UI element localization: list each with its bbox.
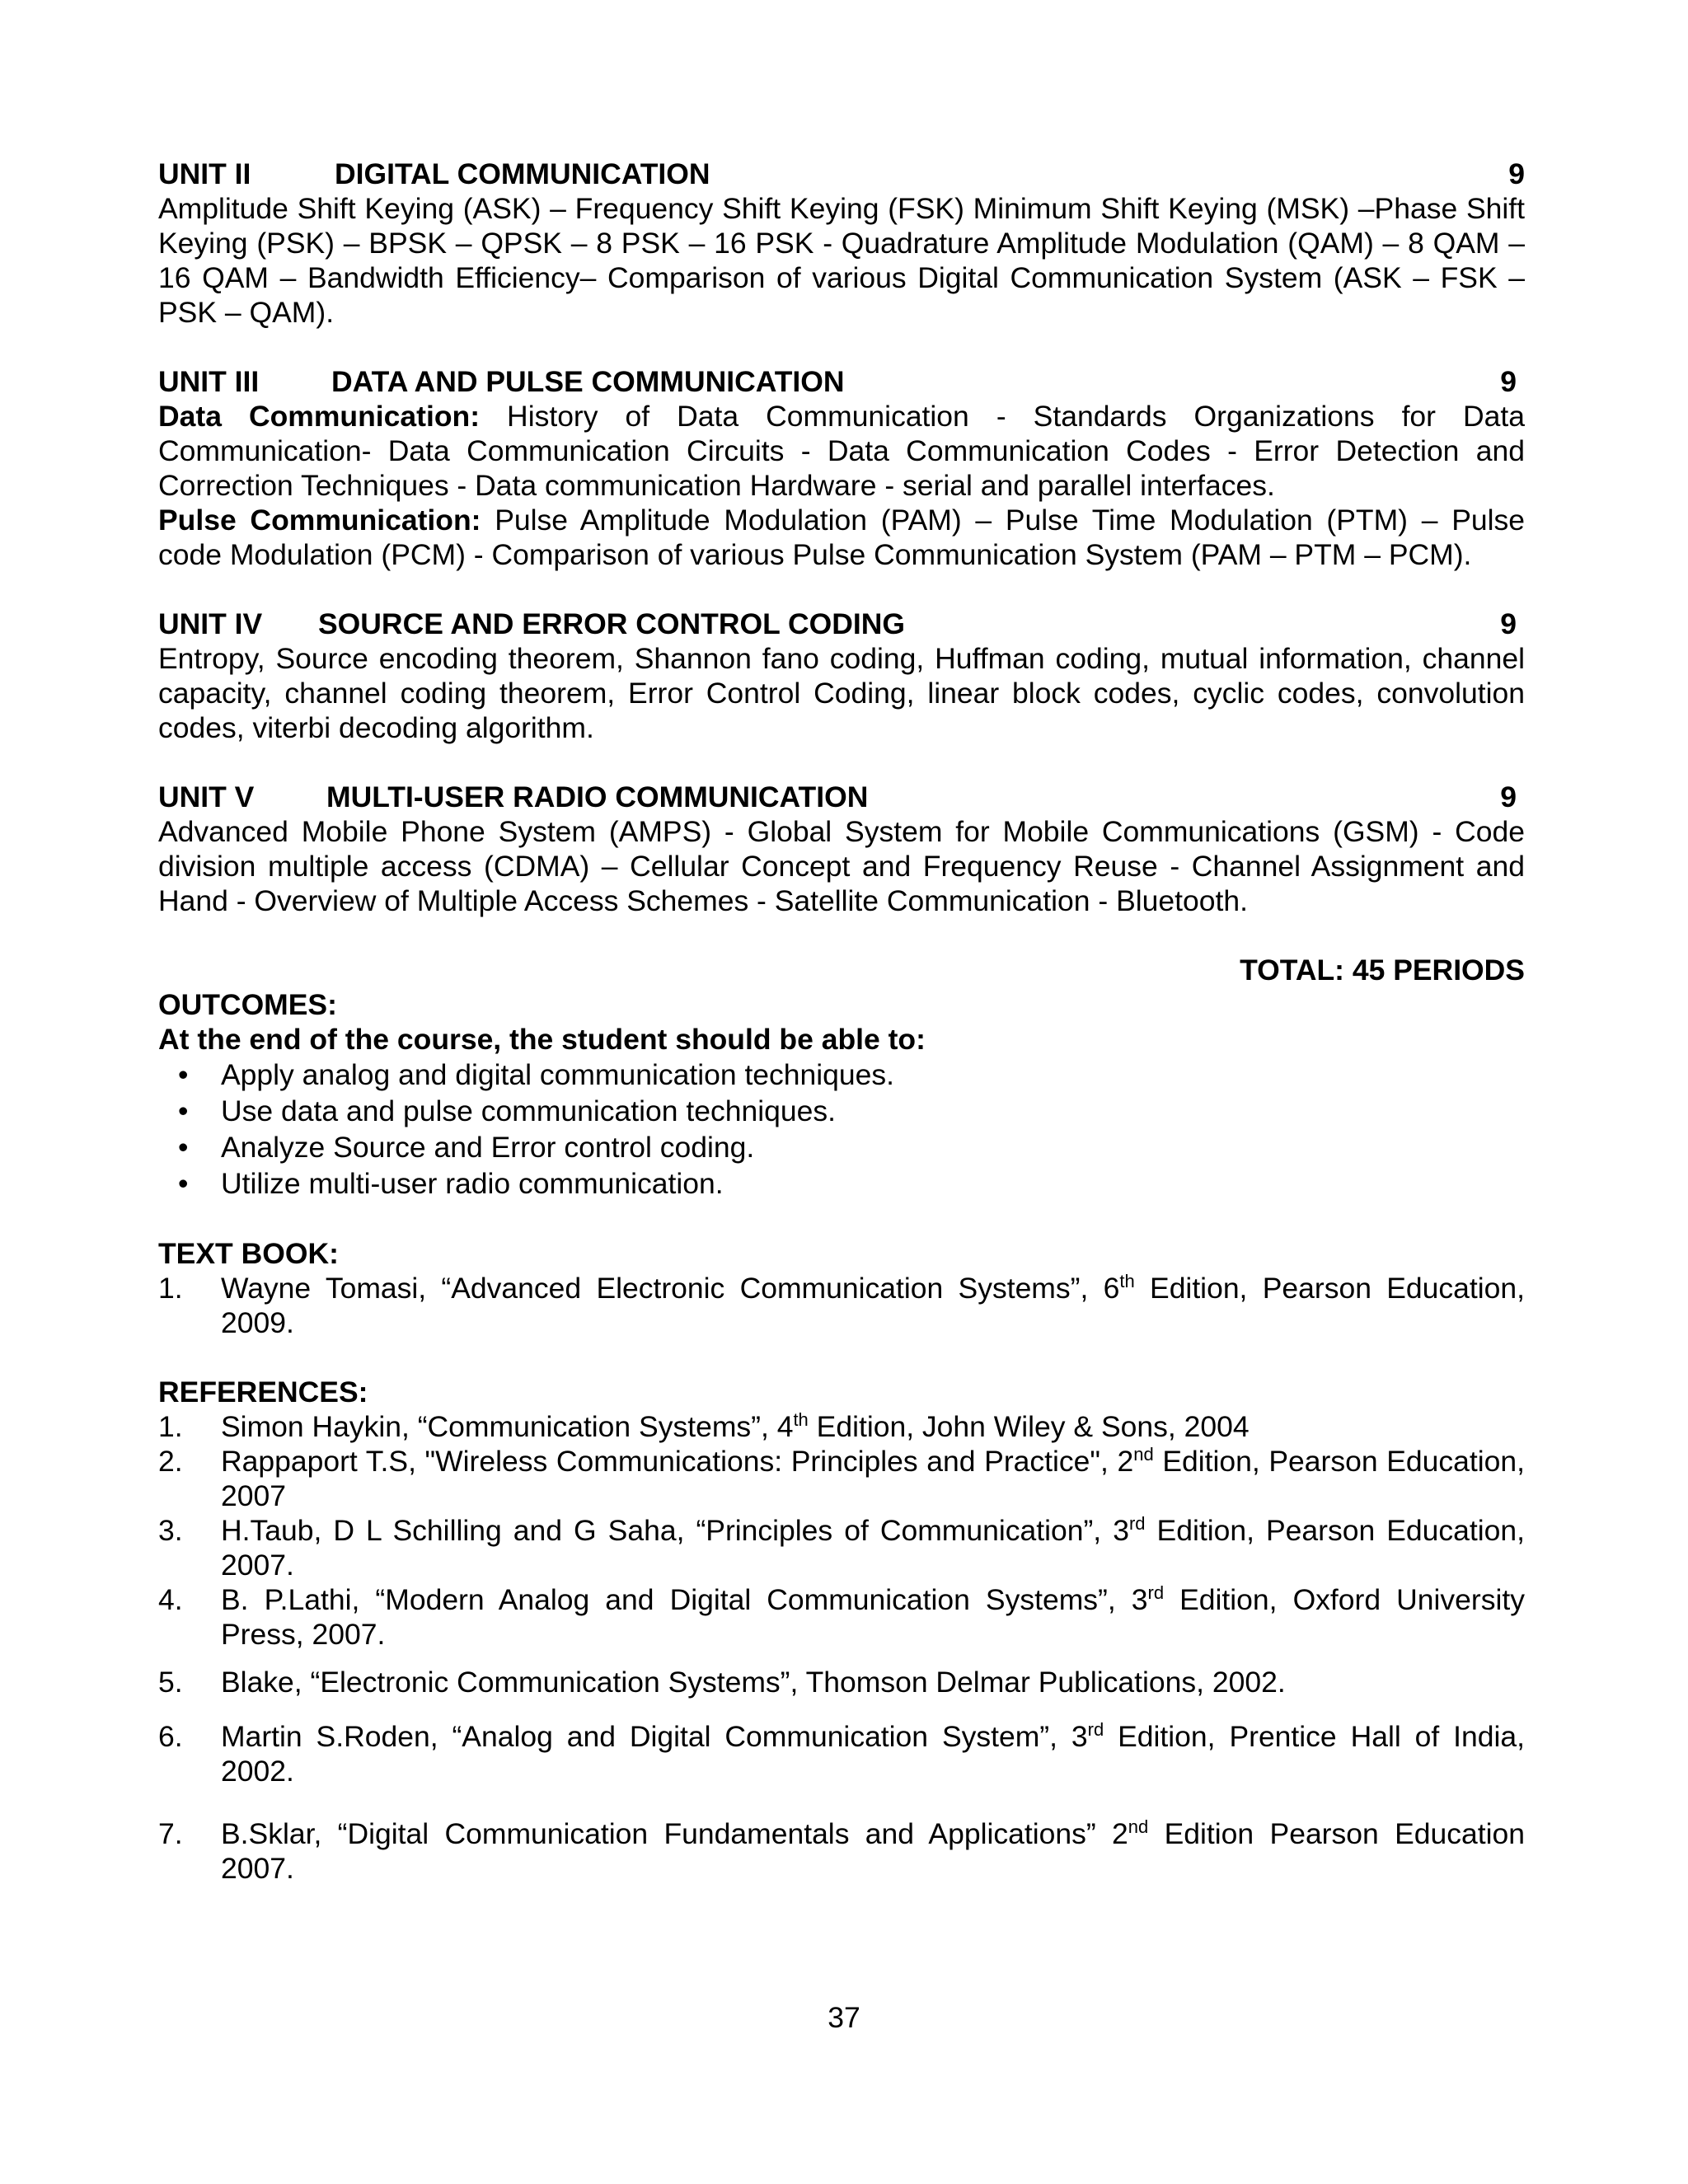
unit-hours: 9 [1508, 157, 1525, 190]
unit-title: SOURCE AND ERROR CONTROL CODING [318, 607, 905, 640]
unit-title: DATA AND PULSE COMMUNICATION [331, 365, 845, 398]
list-item: 7. B.Sklar, “Digital Communication Fundamentals and Applications” 2nd Edition Pearson Education 2007. [158, 1816, 1525, 1885]
outcomes-heading: OUTCOMES: [158, 988, 337, 1021]
pulse-communication-paragraph [158, 503, 1525, 572]
list-item: 3. H.Taub, D L Schilling and G Saha, “Principles of Communication”, 3rd Edition, Pearson Education, 2007. [158, 1513, 1526, 1582]
data-communication-paragraph [158, 399, 1525, 503]
pulse-communication-label: Pulse Communication: [158, 504, 481, 537]
unit-code: UNIT V [158, 780, 255, 813]
text-book-list [158, 1271, 1525, 1340]
list-item: • Use data and pulse communication techniques. [178, 1094, 836, 1127]
list-item: 5. Blake, “Electronic Communication Systems”, Thomson Delmar Publications, 2002. [158, 1666, 1286, 1699]
outcomes-list [158, 1057, 1525, 1202]
unit-code: UNIT II [158, 157, 251, 190]
page-number: 37 [828, 2001, 860, 2034]
unit-code: UNIT IV [158, 607, 263, 640]
unit-heading [158, 364, 1525, 399]
unit-code: UNIT III [158, 365, 260, 398]
text-book-section [158, 1236, 1525, 1340]
bullet-icon: • [178, 1094, 189, 1127]
unit-title: MULTI-USER RADIO COMMUNICATION [326, 780, 869, 813]
unit-hours: 9 [1500, 607, 1517, 640]
unit-content: Amplitude Shift Keying (ASK) – Frequency Shift Keying (FSK) Minimum Shift Keying (MSK) –Phase Shift Keying (PSK) – BPSK – QPSK – 8 PSK – 16 PSK - Quadrature Amplitude Modulation (QAM) – 8 QAM – 16 QAM – Bandwidth Efficiency– Comparison of various Digital Communication System (ASK – FSK – PSK – QAM). [158, 192, 1525, 329]
unit-title: DIGITAL COMMUNICATION [335, 157, 710, 190]
references-section [158, 1375, 1525, 1886]
unit-heading [158, 607, 1525, 641]
unit-content: Advanced Mobile Phone System (AMPS) - Global System for Mobile Communications (GSM) - Code division multiple access (CDMA) – Cellular Concept and Frequency Reuse - Channel Assignment and Hand - Overview of Multiple Access Schemes - Satellite Communication - Bluetooth. [158, 815, 1525, 917]
list-item: • Analyze Source and Error control coding. [178, 1131, 755, 1164]
bullet-icon: • [178, 1058, 189, 1091]
list-item: 1. Simon Haykin, “Communication Systems”, 4th Edition, John Wiley & Sons, 2004 [158, 1409, 1250, 1443]
list-item: 1. Wayne Tomasi, “Advanced Electronic Communication Systems”, 6th Edition, Pearson Education, 2009. [158, 1271, 1525, 1339]
unit-section [158, 780, 1525, 918]
unit-section [158, 157, 1525, 330]
bullet-icon: • [178, 1167, 189, 1200]
references-list [158, 1409, 1525, 1886]
unit-heading [158, 157, 1525, 191]
total-periods: TOTAL: 45 PERIODS [1240, 954, 1525, 987]
unit-heading [158, 780, 1525, 814]
syllabus-page [158, 157, 1525, 1886]
bullet-icon: • [178, 1131, 189, 1164]
list-item: • Apply analog and digital communication techniques. [178, 1058, 895, 1091]
data-communication-text: History of Data Communication - Standards Organizations for Data Communication- Data Communication Circuits - Data Communication Codes - Error Detection and Correction Techniques - Data communication Hardware - serial and parallel interfaces. [158, 400, 1526, 502]
unit-hours: 9 [1500, 365, 1517, 398]
list-item: 4. B. P.Lathi, “Modern Analog and Digital Communication Systems”, 3rd Edition, Oxford University Press, 2007. [158, 1582, 1525, 1651]
pulse-communication-text: Pulse Amplitude Modulation (PAM) – Pulse Time Modulation (PTM) – Pulse code Modulation (PCM) - Comparison of various Pulse Communication System (PAM – PTM – PCM). [158, 504, 1525, 571]
references-heading: REFERENCES: [158, 1376, 368, 1408]
list-item: 2. Rappaport T.S, "Wireless Communications: Principles and Practice", 2nd Edition, Pearson Education, 2007 [158, 1444, 1525, 1512]
list-item: • Utilize multi-user radio communication. [178, 1167, 724, 1200]
text-book-heading: TEXT BOOK: [158, 1237, 339, 1270]
unit-hours: 9 [1500, 780, 1517, 813]
unit-section [158, 607, 1525, 745]
outcomes-intro: At the end of the course, the student should be able to: [158, 1023, 926, 1056]
list-item: 6. Martin S.Roden, “Analog and Digital Communication System”, 3rd Edition, Prentice Hall of India, 2002. [158, 1719, 1525, 1788]
outcomes-section [158, 987, 1525, 1202]
unit-content: Entropy, Source encoding theorem, Shannon fano coding, Huffman coding, mutual information, channel capacity, channel coding theorem, Error Control Coding, linear block codes, cyclic codes, convolution codes, viterbi decoding algorithm. [158, 642, 1525, 744]
unit-section [158, 364, 1525, 572]
data-communication-label: Data Communication: [158, 400, 481, 433]
